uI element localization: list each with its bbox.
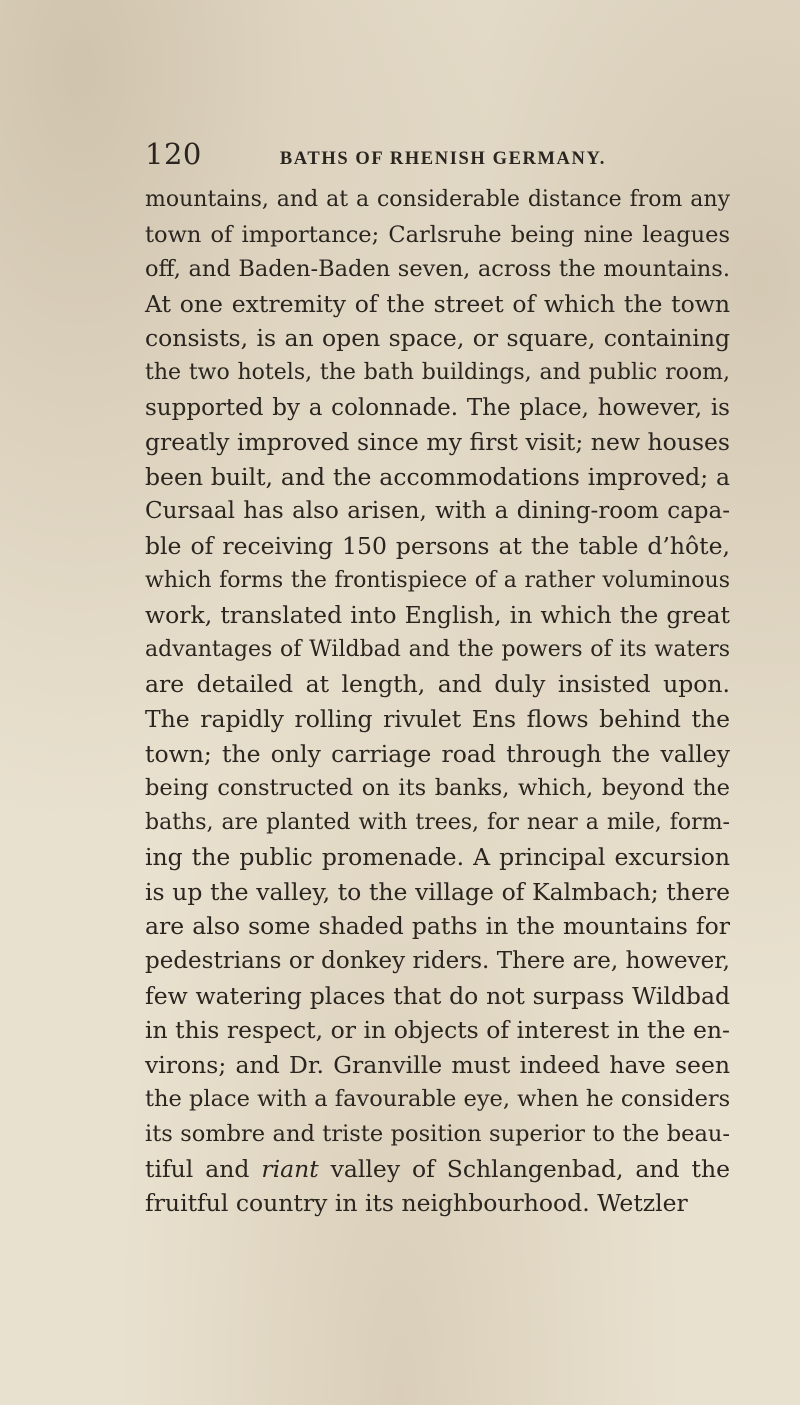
- text-line: consists, is an open space, or square, containing: [145, 324, 730, 353]
- text-line: ble of receiving 150 persons at the table d’hôte,: [145, 531, 730, 560]
- text-line: pedestrians or donkey riders. There are, however,: [145, 948, 730, 975]
- page-number: 120: [145, 137, 202, 171]
- text-line: mountains, and at a considerable distance from any: [145, 187, 730, 212]
- text-line: the two hotels, the bath buildings, and public room,: [145, 359, 730, 385]
- text-line: is up the valley, to the village of Kalmbach; there: [145, 877, 730, 906]
- body-text: [145, 183, 730, 1221]
- text-line: town of importance; Carlsruhe being nine leagues: [145, 221, 730, 248]
- text-line: its sombre and triste position superior to the beau-: [145, 1121, 730, 1148]
- text-line: [145, 1152, 730, 1187]
- text-line: been built, and the accommodations improved; a: [145, 462, 730, 491]
- text-line: At one extremity of the street of which the town: [145, 289, 730, 318]
- text-line: which forms the frontispiece of a rather voluminous: [145, 567, 730, 593]
- italic-word: riant: [261, 1154, 319, 1183]
- text-line: the place with a favourable eye, when he considers: [145, 1086, 731, 1113]
- text-line: supported by a colonnade. The place, however, is: [145, 394, 730, 421]
- text-line: The rapidly rolling rivulet Ens flows behind the: [145, 704, 730, 733]
- text-line: in this respect, or in objects of interest in the en-: [145, 1016, 730, 1045]
- text-segment: valley of Schlangenbad, and the: [318, 1154, 731, 1183]
- text-line: few watering places that do not surpass Wildbad: [145, 981, 730, 1010]
- text-line: work, translated into English, in which the great: [145, 601, 730, 630]
- text-line: off, and Baden-Baden seven, across the mountains.: [145, 256, 730, 283]
- running-head: BATHS OF RHENISH GERMANY.: [279, 149, 606, 169]
- text-line: greatly improved since my first visit; new houses: [145, 428, 730, 457]
- text-line: fruitful country in its neighbourhood. Wetzler: [145, 1189, 688, 1218]
- text-line: being constructed on its banks, which, beyond the: [145, 775, 730, 802]
- text-line: ing the public promenade. A principal excursion: [145, 843, 730, 872]
- text-line: baths, are planted with trees, for near a mile, form-: [145, 809, 730, 835]
- text-line: advantages of Wildbad and the powers of its waters: [145, 636, 730, 662]
- page-header: [145, 137, 705, 171]
- text-line: virons; and Dr. Granville must indeed have seen: [145, 1050, 730, 1079]
- text-line: are also some shaded paths in the mountains for: [145, 912, 730, 941]
- text-line: Cursaal has also arisen, with a dining-room capa-: [145, 498, 730, 525]
- text-line: town; the only carriage road through the valley: [145, 739, 730, 768]
- text-segment: tiful and: [145, 1154, 262, 1183]
- text-line: are detailed at length, and duly insisted upon.: [145, 670, 730, 699]
